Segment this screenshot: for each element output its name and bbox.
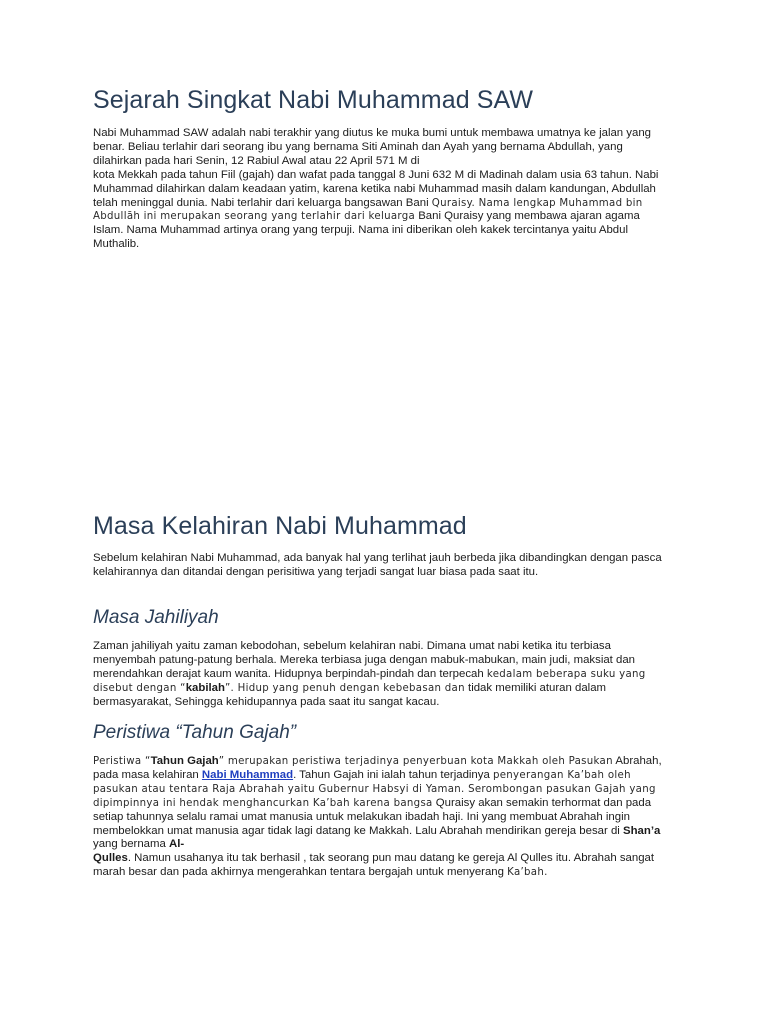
link-nabi-muhammad[interactable]: Nabi Muhammad [201, 768, 294, 781]
text-run: Nabi Muhammad SAW adalah nabi terakhir yang diutus ke muka bumi untuk membawa umatnya ke jalan yang benar. Beliau terlahir dari seorang ibu yang bernama Siti Aminah dan Ayah yang bernama Abdullah, yang dilahirkan pada hari Senin, 12 Rabiul Awal atau 22 April 571 M di [93, 127, 652, 167]
paragraph-sejarah [93, 127, 671, 252]
heading-masa-jahiliyah: Masa Jahiliyah [93, 607, 219, 628]
text-run: kota Mekkah pada tahun Fiil (gajah) dan wafat pada tanggal 8 Juni 632 M di Madinah dalam usia 63 tahun. Nabi Muhammad dilahirkan dalam keadaan yatim, karena ketika nabi Muhammad masih dalam kandungan, Abdullah telah meninggal dunia. Nabi terlahir dari keluarga bangsawan Bani [93, 168, 659, 209]
text-run: . Namun usahanya itu tak berhasil , tak seorang pun mau datang ke gereja Al Qulles itu. Abrahah sangat marah besar dan pada akhirnya mengerahkan tentara bergajah untuk menyerang [93, 852, 655, 879]
heading-masa-kelahiran: Masa Kelahiran Nabi Muhammad [93, 512, 467, 540]
text-run: Peristiwa “ [93, 756, 151, 767]
text-run: Quraisy. Nama lengkap Muhammad bin Abdullāh ini merupakan seorang yang terlahir dari keluarga [93, 197, 643, 223]
heading-tahun-gajah: Peristiwa “Tahun Gajah” [93, 722, 297, 743]
paragraph-tahun-gajah [93, 755, 671, 880]
bold-term-tahun-gajah: Tahun Gajah [150, 755, 219, 767]
text-run: kedalam beberapa suku yang disebut dengan “ [93, 668, 646, 694]
text-run: Quraisy akan semakin terhormat dan pada setiap tahunnya selalu ramai umat manusia untuk melakukan ibadah haji. Ini yang membuat Abrahah ingin membelokkan umat manusia agar tidak lagi datang ke Makkah. Lalu Abrahah mendirikan gereja besar di [93, 796, 652, 837]
text-run: Bani Quraisy yang membawa ajaran agama Islam. Nama Muhammad artinya orang yang terpuji. Nama ini diberikan oleh kakek tercintanya yaitu Abdul Muthalib. [93, 210, 640, 251]
paragraph-masa-kelahiran [93, 552, 671, 580]
text-run: penyerangan Ka’bah oleh pasukan atau tentara Raja Abrahah yaitu Gubernur Habsyi di Yaman. Serombongan pasukan Gajah yang dipimpinnya ini hendak menghancurkan Ka’bah karena bangsa [93, 769, 656, 809]
text-run: Ka’bah. [507, 867, 548, 879]
bold-term-qulles: Qulles [93, 852, 128, 865]
heading-sejarah-singkat: Sejarah Singkat Nabi Muhammad SAW [93, 86, 534, 114]
text-run: ”. Hidup yang penuh dengan kebebasan dan [224, 682, 465, 694]
text-run: Abrahah, pada masa kelahiran [93, 755, 662, 781]
bold-term-shana: Shan’a [622, 824, 661, 837]
text-run: ” merupakan peristiwa terjadinya penyerbuan kota Makkah oleh Pasukan [218, 756, 613, 767]
text-run: . Tahun Gajah ini ialah tahun terjadinya [293, 768, 490, 781]
text-run: yang bernama [93, 838, 169, 851]
text-run: Zaman jahiliyah yaitu zaman kebodohan, sebelum kelahiran nabi. Dimana umat nabi ketika itu terbiasa menyembah patung-patung berhala. Mereka terbiasa juga dengan mabuk-mabukan, main judi, maksiat dan merendahkan derajat kaum wanita. Hidupnya berpindah-pindah dan terpecah [93, 640, 636, 680]
text-run: Sebelum kelahiran Nabi Muhammad, ada banyak hal yang terlihat jauh berbeda jika dibandingkan dengan pasca kelahirannya dan ditandai dengan perisitiwa yang terjadi sangat luar biasa pada saat itu. [93, 552, 662, 578]
text-run: tidak memiliki aturan dalam bermasyarakat, Sehingga kehidupannya pada saat itu sangat kacau. [93, 681, 607, 708]
bold-term-kabilah: kabilah [185, 681, 225, 694]
paragraph-masa-jahiliyah [93, 640, 671, 710]
bold-term-al: Al- [169, 838, 185, 851]
